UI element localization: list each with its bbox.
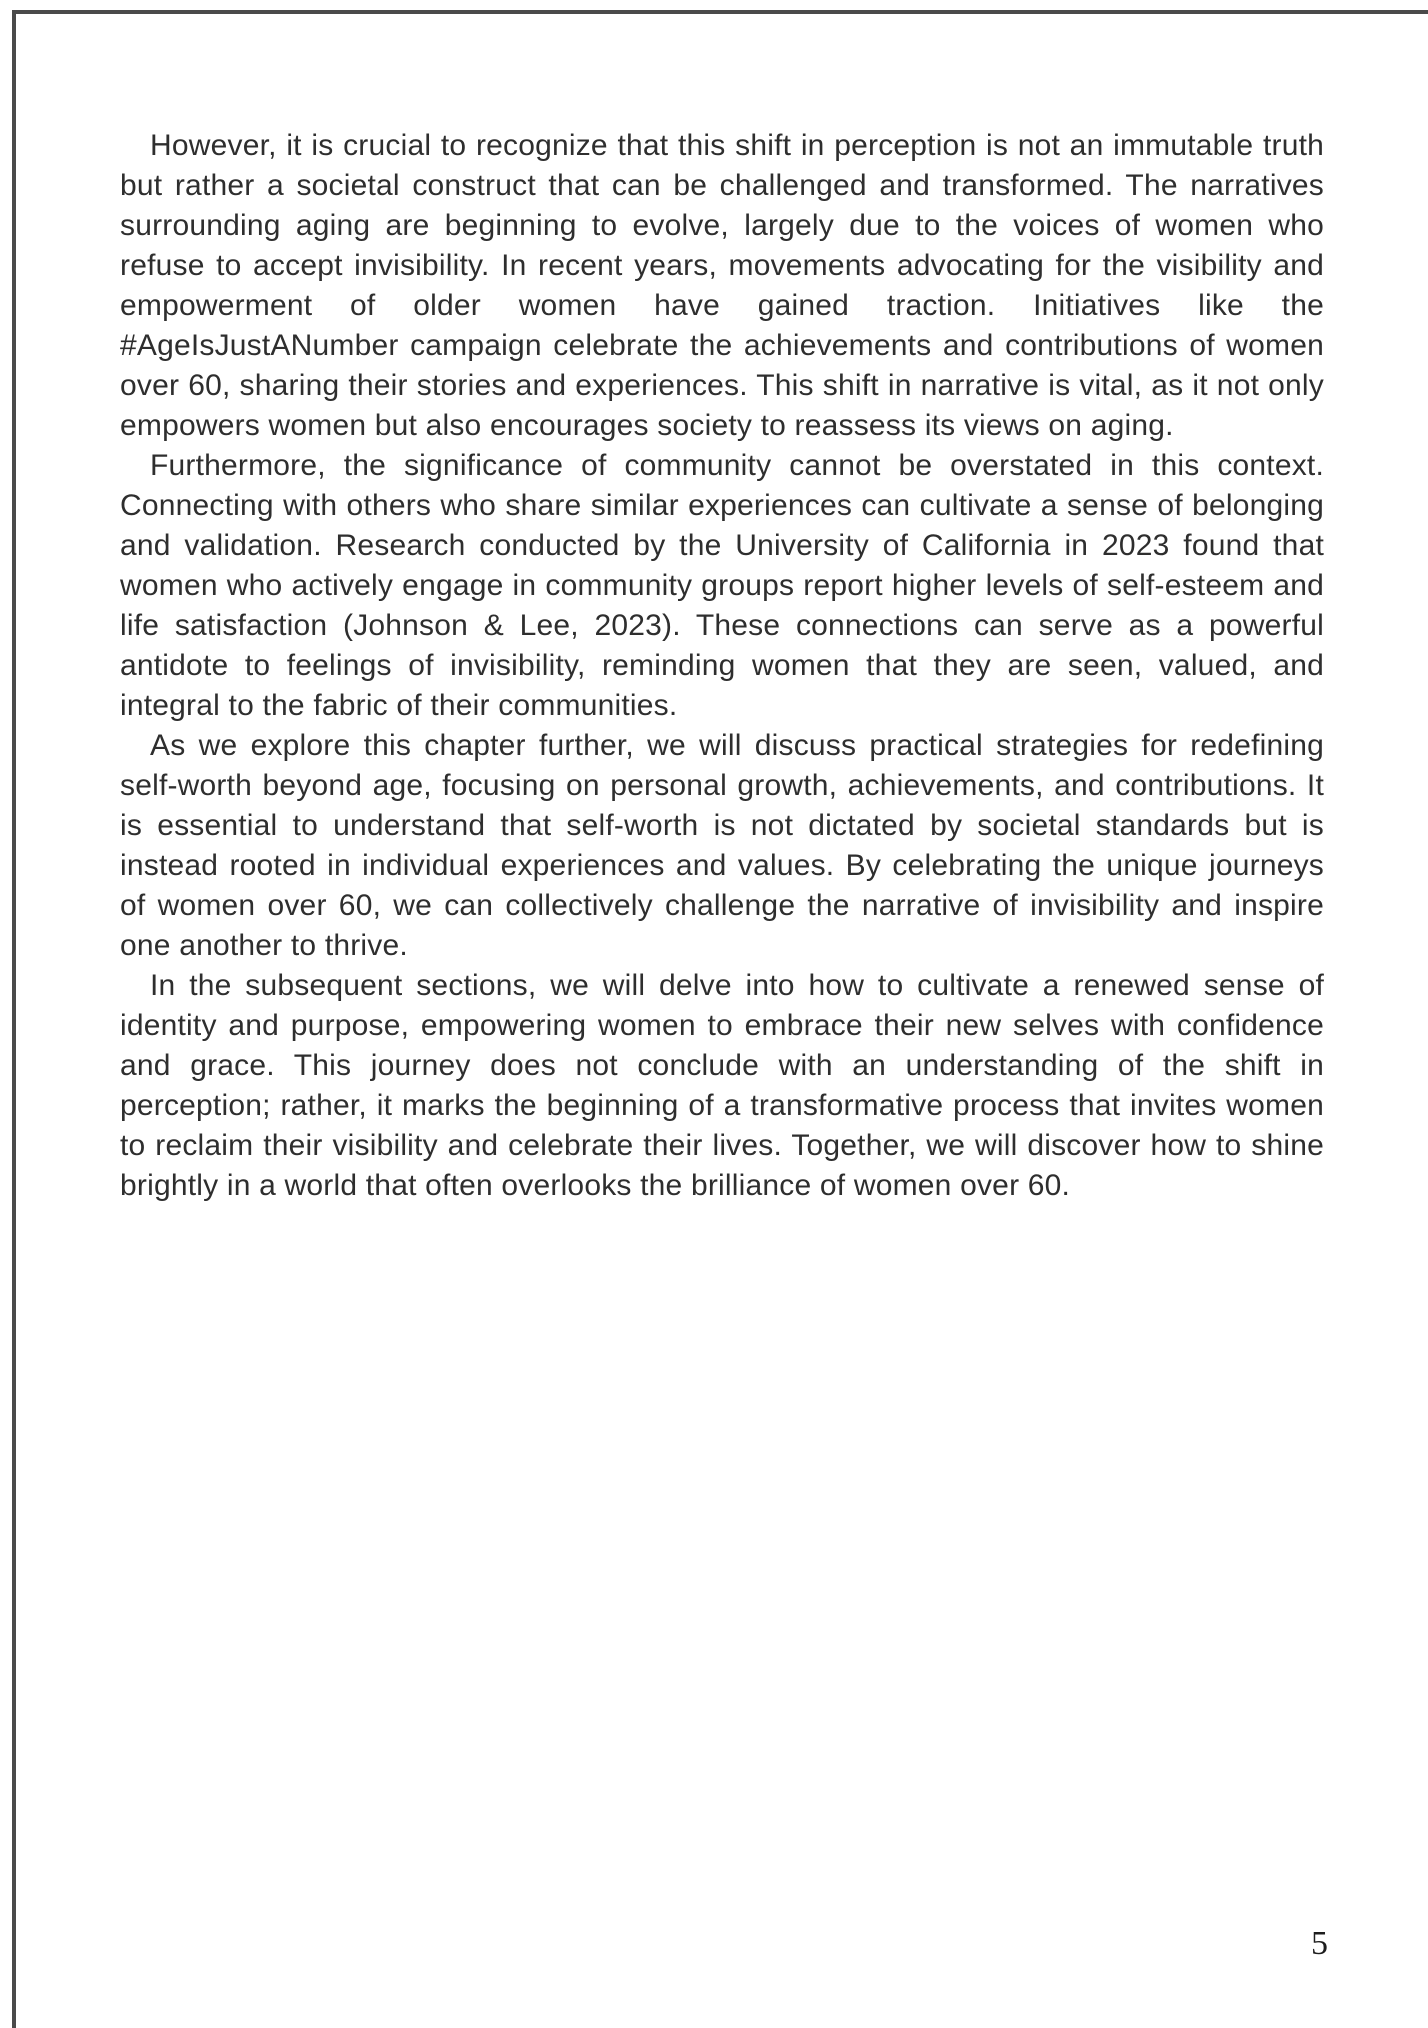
paragraph: Furthermore, the significance of community cannot be overstated in this context. Connecting with others who share similar experiences can cultivate a sense of belonging and validation. Research conducted by the University of California in 2023 found that women who actively engage in community groups report higher levels of self-esteem and life satisfaction (Johnson & Lee, 2023). These connections can serve as a powerful antidote to feelings of invisibility, reminding women that they are seen, valued, and integral to the fabric of their communities. <box>120 449 1324 722</box>
paragraph: As we explore this chapter further, we will discuss practical strategies for redefining self-worth beyond age, focusing on personal growth, achievements, and contributions. It is essential to understand that self-worth is not dictated by societal standards but is instead rooted in individual experiences and values. By celebrating the unique journeys of women over 60, we can collectively challenge the narrative of invisibility and inspire one another to thrive. <box>120 729 1324 962</box>
page-text-block <box>120 126 1324 1206</box>
paragraph: In the subsequent sections, we will delve into how to cultivate a renewed sense of identity and purpose, empowering women to embrace their new selves with confidence and grace. This journey does not conclude with an understanding of the shift in perception; rather, it marks the beginning of a transformative process that invites women to reclaim their visibility and celebrate their lives. Together, we will discover how to shine brightly in a world that often overlooks the brilliance of women over 60. <box>120 969 1324 1202</box>
page-number: 5 <box>1311 1925 1328 1962</box>
paragraph: However, it is crucial to recognize that this shift in perception is not an immutable truth but rather a societal construct that can be challenged and transformed. The narratives surrounding aging are beginning to evolve, largely due to the voices of women who refuse to accept invisibility. In recent years, movements advocating for the visibility and empowerment of older women have gained traction. Initiatives like the #AgeIsJustANumber campaign celebrate the achievements and contributions of women over 60, sharing their stories and experiences. This shift in narrative is vital, as it not only empowers women but also encourages society to reassess its views on aging. <box>120 129 1324 442</box>
